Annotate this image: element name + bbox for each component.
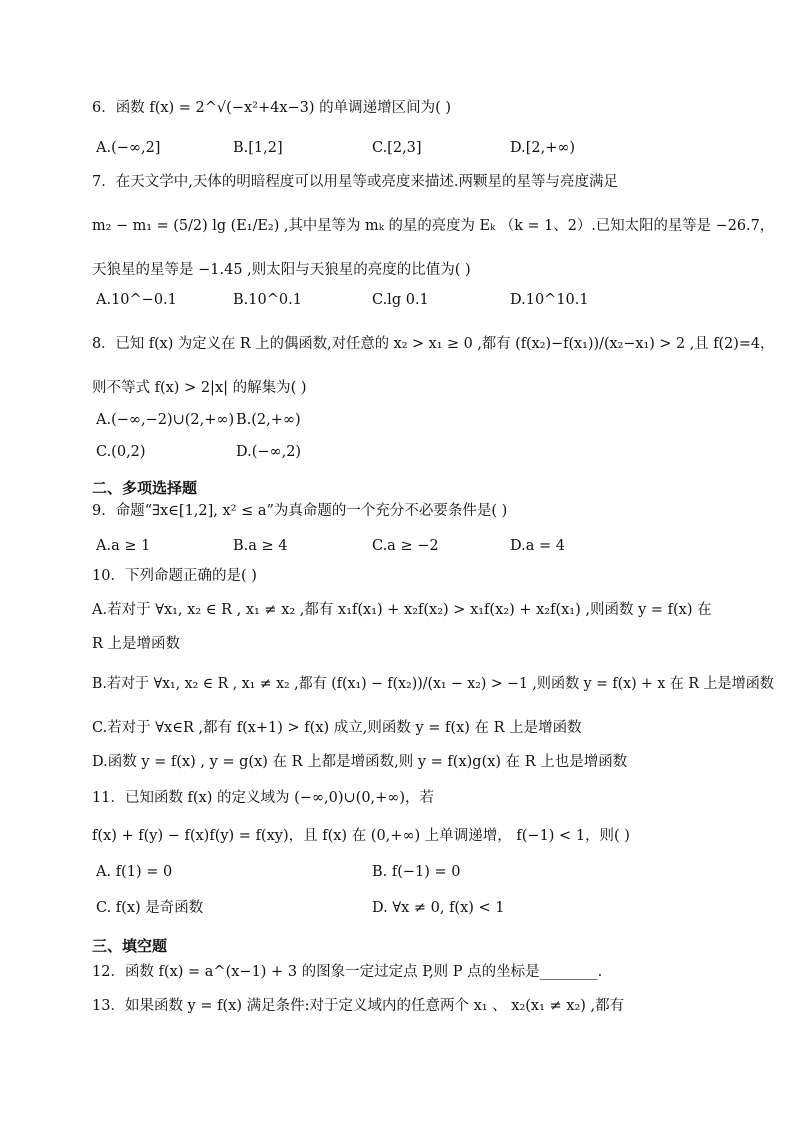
q7-option-b: B.10^0.1 xyxy=(233,292,302,308)
q6-option-b: B.[1,2] xyxy=(233,140,283,156)
q8-line-1: 8．已知 f(x) 为定义在 R 上的偶函数,对任意的 x₂ > x₁ ≥ 0 ,都有 (f(x₂)−f(x₁))/(x₂−x₁) > 2 ,且 f(2)=4， xyxy=(92,336,775,352)
q13-stem: 13．如果函数 y = f(x) 满足条件:对于定义域内的任意两个 x₁ 、 x₂(x₁ ≠ x₂) ,都有 xyxy=(92,998,625,1014)
q11-option-d: D. ∀x ≠ 0, f(x) < 1 xyxy=(372,900,505,916)
q10-option-a-line-1: A.若对于 ∀x₁, x₂ ∈ R , x₁ ≠ x₂ ,都有 x₁f(x₁) + x₂f(x₂) > x₁f(x₂) + x₂f(x₁) ,则函数 y = f(x) 在 xyxy=(92,602,712,618)
q9-stem: 9．命题“∃x∈[1,2], x² ≤ a”为真命题的一个充分不必要条件是( ) xyxy=(92,503,508,519)
q12-stem: 12．函数 f(x) = a^(x−1) + 3 的图象一定过定点 P,则 P 点的坐标是________. xyxy=(92,964,603,980)
q8-option-d: D.(−∞,2) xyxy=(236,444,302,460)
q7-line-1: 7．在天文学中,天体的明暗程度可以用星等或亮度来描述.两颗星的星等与亮度满足 xyxy=(92,174,618,190)
q7-line-3: 天狼星的星等是 −1.45 ,则太阳与天狼星的亮度的比值为( ) xyxy=(92,262,471,278)
q7-option-c: C.lg 0.1 xyxy=(372,292,429,308)
q6-option-d: D.[2,+∞) xyxy=(510,140,576,156)
q6-option-a: A.(−∞,2] xyxy=(96,140,161,156)
q10-option-d: D.函数 y = f(x) , y = g(x) 在 R 上都是增函数,则 y = f(x)g(x) 在 R 上也是增函数 xyxy=(92,754,628,770)
q10-option-a-line-2: R 上是增函数 xyxy=(92,636,181,652)
q6-stem: 6．函数 f(x) = 2^√(−x²+4x−3) 的单调递增区间为( ) xyxy=(92,100,452,116)
q9-option-b: B.a ≥ 4 xyxy=(233,538,288,554)
section-heading-fill-in: 三、填空题 xyxy=(92,937,168,955)
q11-option-a: A. f(1) = 0 xyxy=(96,864,173,880)
q11-option-c: C. f(x) 是奇函数 xyxy=(96,900,204,916)
q11-line-2: f(x) + f(y) − f(x)f(y) = f(xy)，且 f(x) 在 (0,+∞) 上单调递增， f(−1) < 1，则( ) xyxy=(92,828,630,844)
q7-line-2: m₂ − m₁ = (5/2) lg (E₁/E₂) ,其中星等为 mₖ 的星的亮度为 Eₖ （k = 1、2）.已知太阳的星等是 −26.7， xyxy=(92,218,775,234)
q6-option-c: C.[2,3] xyxy=(372,140,422,156)
q10-option-b: B.若对于 ∀x₁, x₂ ∈ R , x₁ ≠ x₂ ,都有 (f(x₁) − f(x₂))/(x₁ − x₂) > −1 ,则函数 y = f(x) + x 在 R 上是增函数 xyxy=(92,676,774,692)
q8-line-2: 则不等式 f(x) > 2|x| 的解集为( ) xyxy=(92,380,307,396)
q11-option-b: B. f(−1) = 0 xyxy=(372,864,461,880)
q9-option-a: A.a ≥ 1 xyxy=(96,538,151,554)
section-heading-multiple-choice: 二、多项选择题 xyxy=(92,479,198,497)
q8-option-a: A.(−∞,−2)∪(2,+∞) xyxy=(96,412,235,428)
q9-option-c: C.a ≥ −2 xyxy=(372,538,439,554)
q9-option-d: D.a = 4 xyxy=(510,538,565,554)
q7-option-a: A.10^−0.1 xyxy=(96,292,177,308)
q8-option-c: C.(0,2) xyxy=(96,444,146,460)
q10-option-c: C.若对于 ∀x∈R ,都有 f(x+1) > f(x) 成立,则函数 y = f(x) 在 R 上是增函数 xyxy=(92,720,582,736)
q10-stem: 10．下列命题正确的是( ) xyxy=(92,568,257,584)
q11-line-1: 11．已知函数 f(x) 的定义域为 (−∞,0)∪(0,+∞)，若 xyxy=(92,790,435,806)
q8-option-b: B.(2,+∞) xyxy=(236,412,301,428)
q7-option-d: D.10^10.1 xyxy=(510,292,589,308)
